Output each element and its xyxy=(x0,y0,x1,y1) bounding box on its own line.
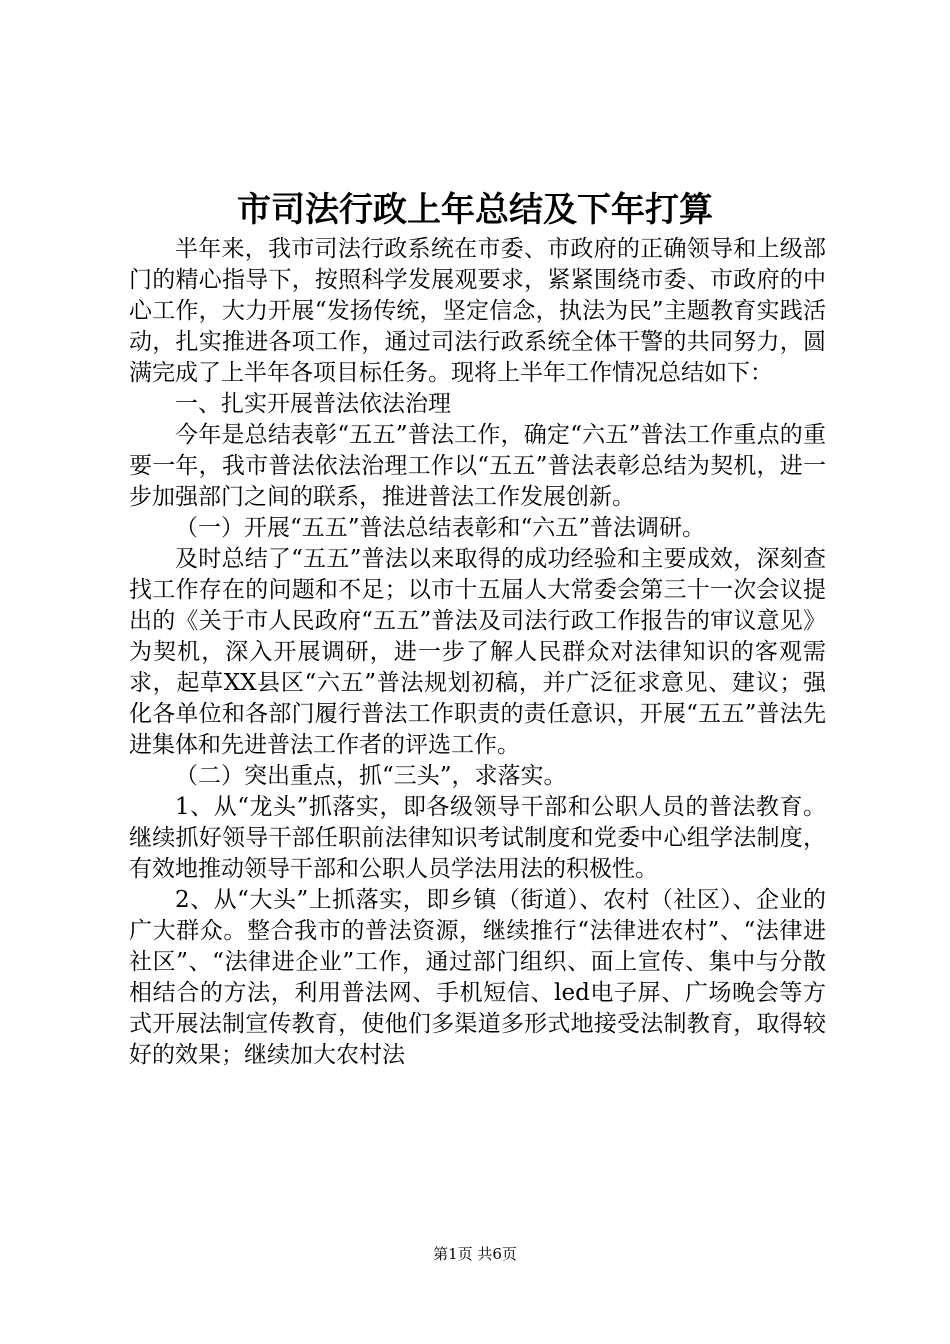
paragraph-subsection-1: 及时总结了“五五”普法以来取得的成功经验和主要成效，深刻查找工作存在的问题和不足；以市十五届人大常委会第三十一次会议提出的《关于市人民政府“五五”普法及司法行政工作报告的审议意见》为契机，深入开展调研，进一步了解人民群众对法律知识的客观需求，起草XX县区“六五”普法规划初稿，并广泛征求意见、建议；强化各单位和各部门履行普法工作职责的责任意识，开展“五五”普法先进集体和先进普法工作者的评选工作。 xyxy=(129,546,826,758)
document-title: 市司法行政上年总结及下年打算 xyxy=(237,190,713,230)
paragraph-intro: 半年来，我市司法行政系统在市委、市政府的正确领导和上级部门的精心指导下，按照科学发展观要求，紧紧围绕市委、市政府的中心工作，大力开展“发扬传统，坚定信念，执法为民”主题教育实践活动，扎实推进各项工作，通过司法行政系统全体干警的共同努力，圆满完成了上半年各项目标任务。现将上半年工作情况总结如下： xyxy=(129,236,826,386)
paragraph-item-1: 1、从“龙头”抓落实，即各级领导干部和公职人员的普法教育。继续抓好领导干部任职前法律知识考试制度和党委中心组学法制度，有效地推动领导干部和公职人员学法用法的积极性。 xyxy=(129,794,826,882)
paragraph-section-1: 今年是总结表彰“五五”普法工作，确定“六五”普法工作重点的重要一年，我市普法依法治理工作以“五五”普法表彰总结为契机，进一步加强部门之间的联系，推进普法工作发展创新。 xyxy=(129,422,826,510)
subsection-heading-2: （二）突出重点，抓“三头”，求落实。 xyxy=(175,763,567,789)
subsection-heading-1: （一）开展“五五”普法总结表彰和“六五”普法调研。 xyxy=(175,515,706,541)
page-number: 第1页 共6页 xyxy=(433,1245,517,1263)
paragraph-item-2: 2、从“大头”上抓落实，即乡镇（街道）、农村（社区）、企业的广大群众。整合我市的普法资源，继续推行“法律进农村”、“法律进社区”、“法律进企业”工作，通过部门组织、面上宣传、集中与分散相结合的方法，利用普法网、手机短信、led电子屏、广场晚会等方式开展法制宣传教育，使他们多渠道多形式地接受法制教育，取得较好的效果；继续加大农村法 xyxy=(129,887,826,1068)
document-body xyxy=(129,234,826,1071)
section-heading-1: 一、扎实开展普法依法治理 xyxy=(175,391,451,417)
